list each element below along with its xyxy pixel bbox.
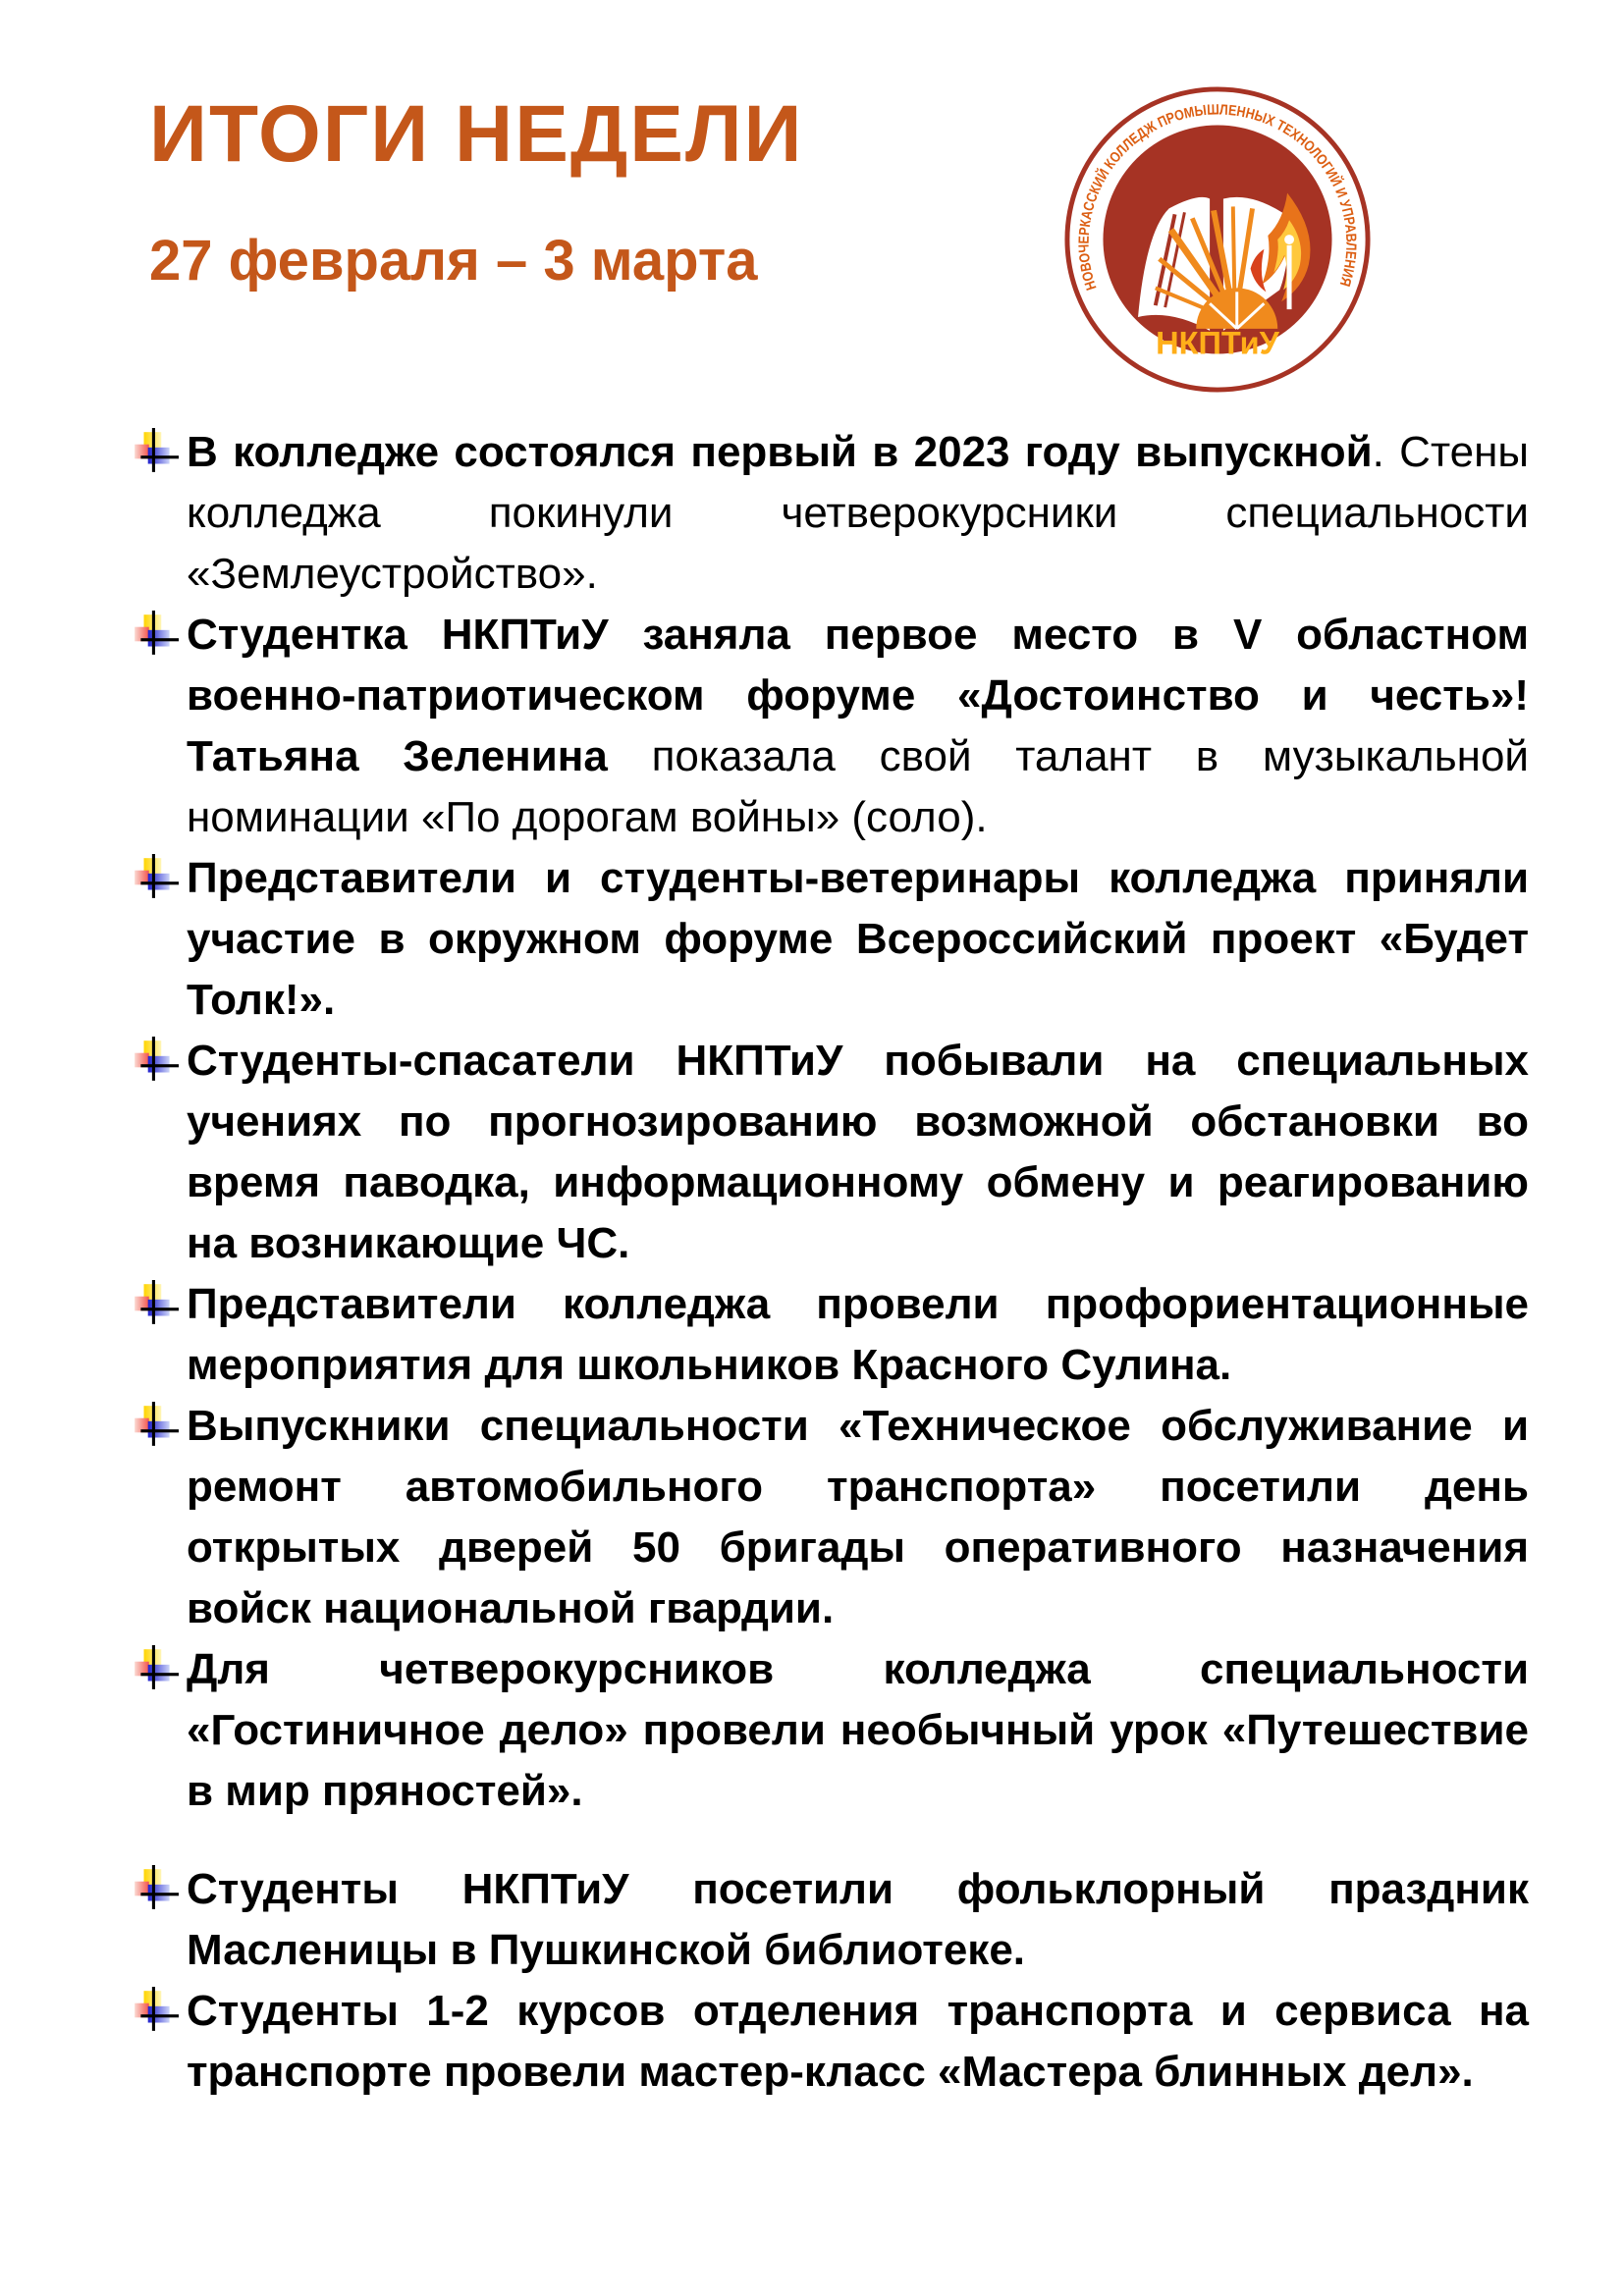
news-item-text	[187, 1859, 1529, 1981]
news-text-run: В колледже состоялся первый в 2023 году выпускной	[187, 428, 1373, 476]
news-item	[187, 1981, 1529, 2103]
date-range: 27 февраля – 3 марта	[149, 229, 758, 293]
news-item-text	[187, 422, 1529, 605]
news-item	[187, 1859, 1529, 1981]
news-text-run: Представители и студенты-ветеринары колледжа приняли участие в окружном форуме Всероссийский проект «Будет Толк!».	[187, 854, 1529, 1024]
page-title: ИТОГИ НЕДЕЛИ	[149, 89, 804, 179]
news-item-text	[187, 605, 1529, 848]
news-text-run: показала свой талант в музыкальной номинации «По дорогам войны» (соло).	[187, 732, 1530, 841]
college-logo	[1062, 84, 1373, 395]
news-item	[187, 1639, 1529, 1822]
news-item-text	[187, 1981, 1529, 2103]
news-text-run: Представители колледжа провели профориентационные мероприятия для школьников Красного Сулина.	[187, 1280, 1529, 1389]
news-list	[187, 422, 1529, 2103]
news-text-run: Студенты 1-2 курсов отделения транспорта и сервиса на транспорте провели мастер-класс «Мастера блинных дел».	[187, 1987, 1529, 2096]
news-text-run: Выпускники специальности «Техническое обслуживание и ремонт автомобильного транспорта» посетили день открытых дверей 50 бригады оперативного назначения войск национальной гвардии.	[187, 1402, 1529, 1632]
bullet-icon	[132, 1280, 179, 1327]
news-item-text	[187, 1396, 1529, 1639]
bullet-icon	[132, 428, 179, 475]
news-text-run: . Стены колледжа покинули четверокурсники специальности «Землеустройство».	[187, 428, 1530, 598]
news-text-run: Студенты-спасатели НКПТиУ побывали на специальных учениях по прогнозированию возможной обстановки во время паводка, информационному обмену и реагированию на возникающие ЧС.	[187, 1037, 1529, 1267]
news-item	[187, 1031, 1529, 1274]
news-item-text	[187, 1639, 1529, 1822]
news-item	[187, 422, 1529, 605]
news-item	[187, 1396, 1529, 1639]
bullet-icon	[132, 1037, 179, 1084]
bullet-icon	[132, 611, 179, 658]
bullet-icon	[132, 854, 179, 901]
news-item	[187, 848, 1529, 1031]
news-item-text	[187, 1274, 1529, 1396]
news-item-text	[187, 1031, 1529, 1274]
logo-ring-text: НОВОЧЕРКАССКИЙ КОЛЛЕДЖ ПРОМЫШЛЕННЫХ ТЕХНОЛОГИЙ И УПРАВЛЕНИЯ	[1076, 102, 1359, 293]
news-item-text	[187, 848, 1529, 1031]
college-logo-emblem	[1062, 84, 1373, 395]
logo-acronym: НКПТиУ	[1156, 325, 1279, 361]
news-item	[187, 1274, 1529, 1396]
news-text-run: Для четверокурсников колледжа специальности «Гостиничное дело» провели необычный урок «Путешествие в мир пряностей».	[187, 1645, 1529, 1815]
bullet-icon	[132, 1987, 179, 2034]
news-text-run: Студентка НКПТиУ заняла первое место в V областном военно-патриотическом форуме «Достоинство и честь»! Татьяна Зеленина	[187, 611, 1529, 780]
news-text-run: Студенты НКПТиУ посетили фольклорный праздник Масленицы в Пушкинской библиотеке.	[187, 1865, 1529, 1974]
bullet-icon	[132, 1865, 179, 1912]
bullet-icon	[132, 1402, 179, 1449]
bullet-icon	[132, 1645, 179, 1692]
news-item	[187, 605, 1529, 848]
